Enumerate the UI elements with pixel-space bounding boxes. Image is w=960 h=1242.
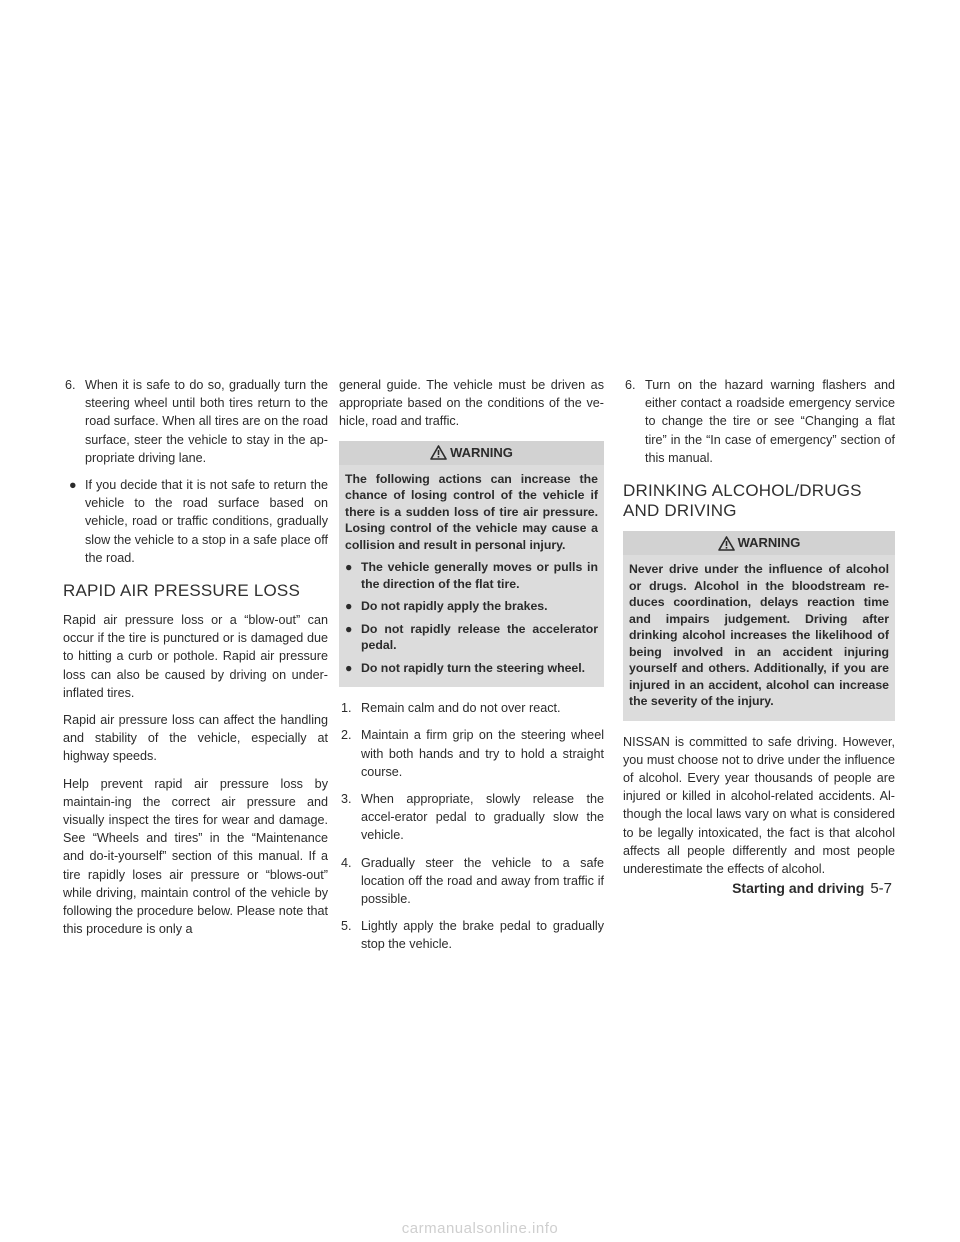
warning-bullet: ● Do not rapidly release the accelerator pedal. (345, 621, 598, 653)
bullet-icon: ● (345, 621, 353, 636)
warning-box (623, 531, 895, 721)
bullet-icon: ● (69, 478, 77, 493)
warning-bullet: ● Do not rapidly apply the brakes. (345, 599, 548, 614)
bullet-item (63, 476, 328, 567)
warning-content (623, 555, 895, 710)
warning-title: WARNING (737, 534, 801, 550)
warning-box (339, 441, 604, 688)
paragraph: Help prevent rapid air pressure loss by maintain-ing the correct air pressure and visually inspect the tires for wear and damage. See “Wheels and tires” in the “Maintenance and do-it-yourself” section of this manual. If a tire rapidly loses air pressure or “blows-out” while driving, maintain control of the vehicle by following the procedure below. Please note that this procedure is only a (63, 776, 328, 937)
step-2: 2. Maintain a firm grip on the steering wheel with both hands and try to hold a straight course. (341, 728, 604, 779)
warning-intro: The following actions can increase the chance of losing control of the vehicle if there is a sudden loss of tire air pressure. Losing control of the vehicle may cause a collision and result in personal injury. (345, 471, 598, 552)
warning-title: WARNING (450, 444, 513, 460)
step-4: 4. Gradually steer the vehicle to a safe location off the road and away from traffic if possible. (341, 855, 604, 906)
bullet-icon: ● (345, 599, 353, 614)
page-number: 5-7 (870, 880, 892, 897)
warning-text: Never drive under the influence of alcohol or drugs. Alcohol in the bloodstream re-duces coordination, delays reaction time and impairs judgement. Driving after drinking alcohol increases the likelihood of being involved in an accident injuring yourself and others. Additionally, if you are injured in an accident, alcohol can increase the severity of the injury. (629, 562, 889, 709)
watermark: carmanualsonline.info (401, 1220, 559, 1237)
step-5: 5. Lightly apply the brake pedal to gradually stop the vehicle. (341, 919, 604, 952)
warning-bullet: ● Do not rapidly turn the steering wheel. (345, 660, 586, 675)
column-1 (63, 376, 328, 947)
paragraph: NISSAN is committed to safe driving. However, you must choose not to drive under the influence of alcohol. Every year thousands of people are injured or killed in alcohol-related accidents. Al-though the local laws vary on what is considered to be legally intoxicated, the fact is that alcohol affects all people differently and most people underestimate the effects of alcohol. (623, 734, 895, 876)
warning-header (339, 441, 604, 465)
bullet-text: If you decide that it is not safe to return the vehicle to the road surface based on vehicle, road or traffic conditions, gradually slow the vehicle to a stop in a safe place off the road. (85, 478, 328, 565)
bullet-icon: ● (345, 560, 353, 575)
step-6: 6. Turn on the hazard warning flashers and either contact a roadside emergency service to change the tire or see “Changing a flat tire” in the “In case of emergency” section of this manual. (625, 378, 895, 465)
step-6 (63, 376, 328, 467)
warning-bullet: ● The vehicle generally moves or pulls in the direction of the flat tire. (345, 560, 598, 591)
page-footer (732, 880, 892, 897)
section-heading-rapid-air-pressure-loss: RAPID AIR PRESSURE LOSS (63, 581, 301, 601)
warning-content (339, 465, 604, 677)
bullet-icon: ● (345, 660, 353, 675)
paragraph-continued: general guide. The vehicle must be driven as appropriate based on the conditions of the ve-hicle, road and traffic. (339, 378, 604, 429)
section-heading-drinking-alcohol: DRINKING ALCOHOL/DRUGS AND DRIVING (623, 481, 862, 521)
section-name: Starting and driving (732, 880, 865, 896)
paragraph: Rapid air pressure loss can affect the handling and stability of the vehicle, especially at highway speeds. (63, 713, 328, 764)
warning-triangle-icon (718, 536, 735, 551)
paragraph: Rapid air pressure loss or a “blow-out” can occur if the tire is punctured or is damaged due to hitting a curb or pothole. Rapid air pressure loss can also be caused by driving on under-inflated tires. (63, 613, 328, 700)
warning-triangle-icon (430, 445, 447, 460)
step-1: 1. Remain calm and do not over react. (341, 701, 561, 716)
step-3: 3. When appropriate, slowly release the accel-erator pedal to gradually slow the vehicle. (341, 791, 604, 843)
column-2 (339, 376, 604, 963)
step-text: When it is safe to do so, gradually turn the steering wheel until both tires return to the road surface. When all tires are on the road surface, steer the vehicle to stay in the ap-propriate driving lane. (85, 378, 328, 465)
step-number: 6. (65, 378, 76, 392)
column-3 (623, 376, 895, 887)
warning-header (623, 531, 895, 555)
